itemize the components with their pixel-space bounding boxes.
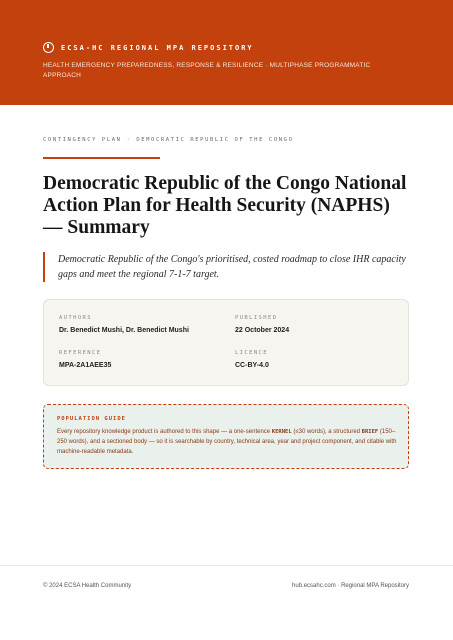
reference-field <box>59 350 111 369</box>
footer-divider <box>0 565 453 566</box>
authors-field <box>59 315 189 334</box>
header-tagline: HEALTH EMERGENCY PREPAREDNESS, RESPONSE & RESILIENCE · MULTIPHASE PROGRAMMATIC APPROACH <box>43 62 371 79</box>
published-field <box>235 315 289 334</box>
guide-text-part: (150–250 words), and a sectioned body — so it is searchable by country, technical area, year and project component, and citable with machine-readable metadata. <box>57 429 397 455</box>
brand[interactable] <box>43 42 254 53</box>
brand-name: ECSA-HC REGIONAL MPA REPOSITORY <box>61 43 254 52</box>
authors-value: Dr. Benedict Mushi, Dr. Benedict Mushi <box>59 327 189 334</box>
reference-label: REFERENCE <box>59 350 102 356</box>
metadata-card <box>43 299 409 386</box>
authors-label: AUTHORS <box>59 315 92 321</box>
kernel-code: KERNEL <box>271 429 292 435</box>
brief-code: BRIEF <box>361 429 379 435</box>
guide-text-part: (≤30 words), a structured <box>291 429 362 435</box>
licence-label: LICENCE <box>235 350 268 356</box>
licence-value: CC-BY-4.0 <box>235 362 269 369</box>
info-circle-icon <box>43 42 54 53</box>
breadcrumb: CONTINGENCY PLAN · DEMOCRATIC REPUBLIC OF THE CONGO <box>43 137 294 143</box>
page-title: Democratic Republic of the Congo National Action Plan for Health Security (NAPHS) — Summary <box>43 173 407 238</box>
population-guide <box>43 404 409 469</box>
footer-copyright: © 2024 ECSA Health Community <box>43 583 132 589</box>
published-value: 22 October 2024 <box>235 327 290 334</box>
header-banner <box>0 0 453 105</box>
guide-text-part: Every repository knowledge product is authored to this shape — a one-sentence <box>57 429 272 435</box>
published-label: PUBLISHED <box>235 315 278 321</box>
reference-value: MPA-2A1AEE35 <box>59 362 112 369</box>
lead-summary: Democratic Republic of the Congo's prioritised, costed roadmap to close IHR capacity gaps and meet the regional 7-1-7 target. <box>43 252 413 282</box>
guide-text <box>57 427 397 457</box>
guide-title: POPULATION GUIDE <box>57 416 126 422</box>
licence-field <box>235 350 269 369</box>
footer-link[interactable]: hub.ecsahc.com · Regional MPA Repository <box>292 583 409 589</box>
accent-rule <box>43 157 160 159</box>
